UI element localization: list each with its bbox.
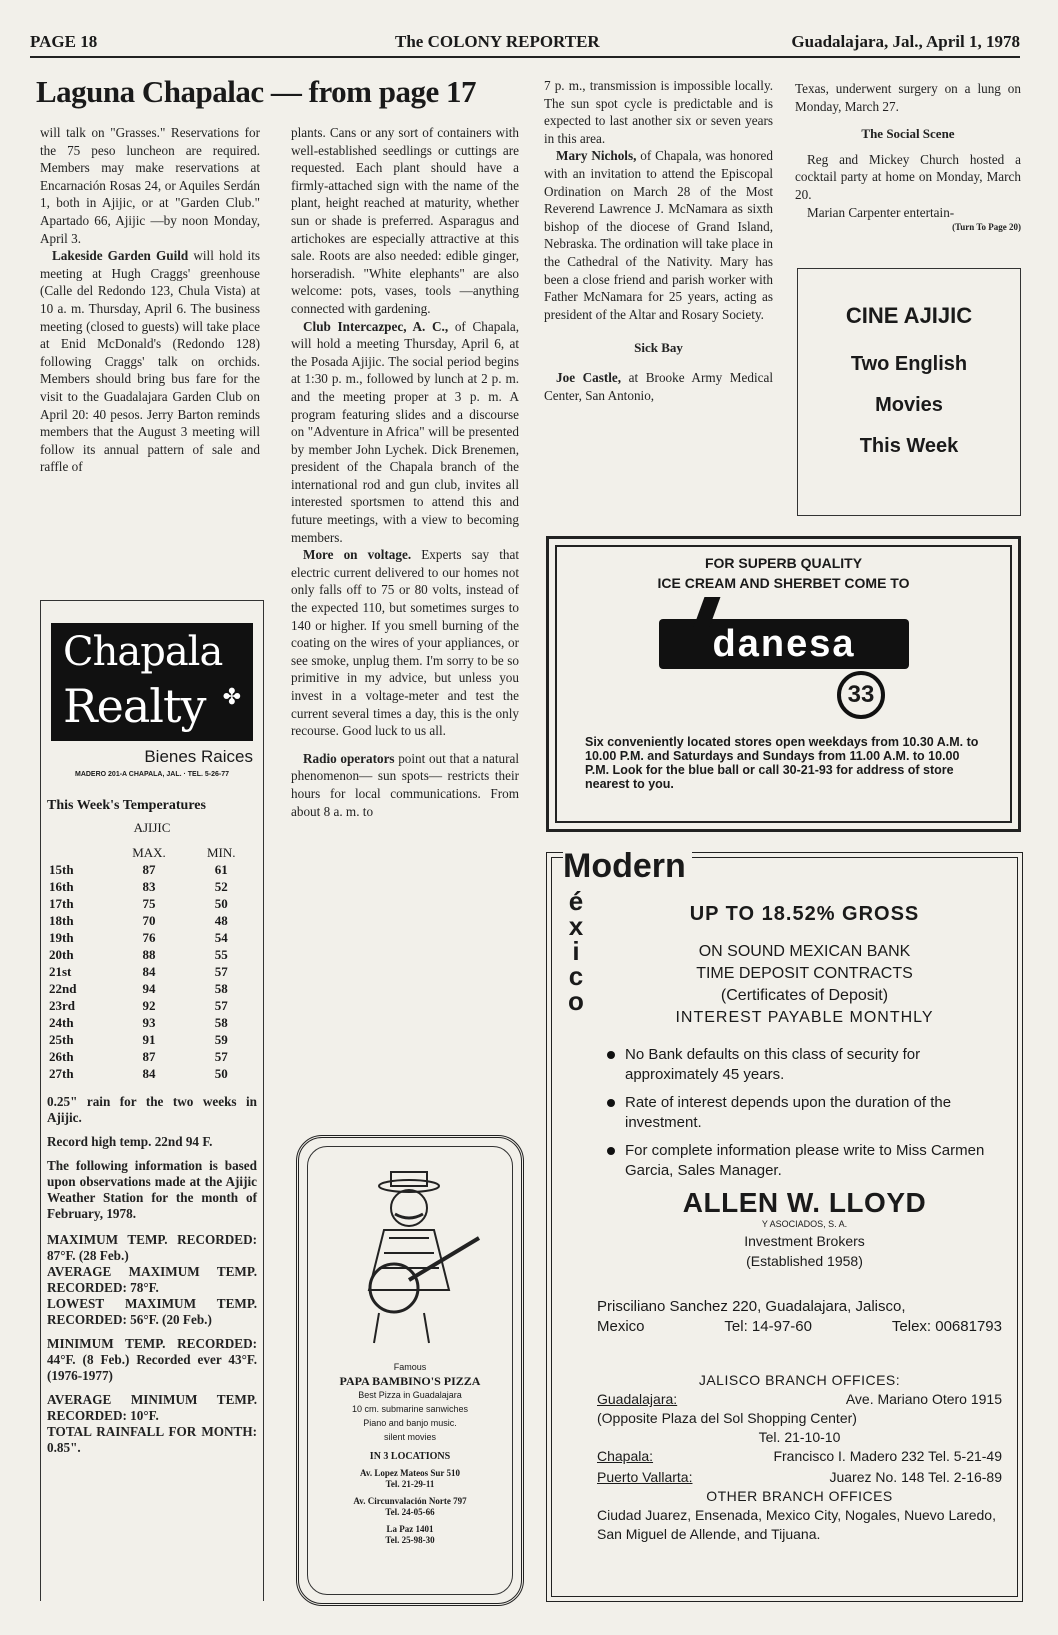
temp-min: 50 bbox=[214, 895, 228, 911]
temp-day: 23rd bbox=[49, 997, 75, 1013]
temp-min: 58 bbox=[214, 980, 228, 996]
lloyd-line: INTEREST PAYABLE MONTHLY bbox=[675, 1009, 934, 1026]
bullet-text: For complete information please write to Miss Carmen Garcia, Sales Manager. bbox=[625, 1142, 985, 1179]
headline: Laguna Chapalac — from page 17 bbox=[36, 74, 476, 109]
realty-name-2: Realty bbox=[63, 679, 206, 733]
bullet-text: No Bank defaults on this class of security for approximately 45 years. bbox=[625, 1046, 921, 1083]
pizza-address: La Paz 1401 bbox=[386, 1524, 434, 1534]
paragraph: at Brooke Army Medical Center, San Antonio, bbox=[544, 369, 773, 403]
branch-address: Ave. Mariano Otero 1915 bbox=[845, 1391, 1002, 1407]
temp-day: 25th bbox=[49, 1031, 74, 1047]
temp-row bbox=[45, 878, 255, 895]
temp-min: 59 bbox=[214, 1031, 228, 1047]
temp-max: 84 bbox=[142, 963, 156, 979]
lead: Mary Nichols, bbox=[556, 148, 637, 164]
branch-city: Guadalajara: bbox=[597, 1391, 678, 1407]
pizza-address: Av. Circunvalación Norte 797 bbox=[353, 1496, 467, 1506]
mexico-wordmark bbox=[561, 886, 591, 1016]
weather-box bbox=[40, 600, 264, 1601]
branch-tel: Tel. 21-10-10 bbox=[758, 1429, 841, 1445]
temp-row bbox=[45, 1065, 255, 1082]
lloyd-ad bbox=[546, 847, 1023, 1602]
record-note: Record high temp. 22nd 94 F. bbox=[47, 1134, 213, 1149]
danesa-number: 33 bbox=[837, 671, 885, 719]
temp-min: 58 bbox=[214, 1014, 228, 1030]
temp-row bbox=[45, 963, 255, 980]
paragraph: 7 p. m., transmission is impossible locally. The sun spot cycle is predictable and is expected to last another six or seven years in this area. bbox=[544, 78, 773, 146]
temp-row bbox=[45, 980, 255, 997]
modern-wordmark: Modern bbox=[563, 847, 692, 886]
bullet-icon bbox=[607, 1099, 615, 1107]
temp-day: 21st bbox=[49, 963, 72, 979]
mexico-letter: c bbox=[568, 961, 584, 991]
rate-heading: UP TO 18.52% GROSS bbox=[689, 903, 920, 925]
max-header: MAX. bbox=[132, 844, 166, 860]
pizza-tel: Tel. 21-29-11 bbox=[385, 1479, 435, 1489]
cine-line: This Week bbox=[859, 435, 959, 457]
temp-row bbox=[45, 929, 255, 946]
temp-max: 91 bbox=[142, 1031, 156, 1047]
temp-min: 57 bbox=[214, 997, 228, 1013]
paragraph: Reg and Mickey Church hosted a cocktail party at home on Monday, March 20. bbox=[795, 151, 1021, 202]
temps-title: This Week's Temperatures bbox=[47, 798, 206, 813]
weather-notes bbox=[47, 1094, 257, 1456]
temp-min: 52 bbox=[214, 878, 228, 894]
paragraph: Marian Carpenter entertain- bbox=[807, 204, 955, 220]
lloyd-line: (Certificates of Deposit) bbox=[720, 987, 889, 1004]
realty-tagline: Bienes Raices bbox=[144, 747, 253, 766]
paragraph: of Chapala, will hold a meeting Thursday, April 6, at the Posada Ajijic. The social period begins at 1:30 p. m., followed by lunch at 2 p. m. and the meeting proper at 3 p. m. A program featuring slides and a discourse on "Adventure in Africa" will be presented by member John Lychek. Dick Brenemen, president of the Chapala branch of the international rod and gun club, invites all interested sportsmen to attend this and future meetings, with a view to becoming members. bbox=[291, 318, 520, 545]
paper-title: The COLONY REPORTER bbox=[395, 32, 600, 51]
banjo-player-icon bbox=[339, 1168, 489, 1348]
branch-heading: JALISCO BRANCH OFFICES: bbox=[698, 1372, 901, 1388]
temps-table bbox=[45, 844, 255, 1082]
cine-line: Movies bbox=[875, 394, 943, 416]
temp-max: 70 bbox=[142, 912, 156, 928]
jump-line: (Turn To Page 20) bbox=[952, 222, 1021, 233]
cine-line: Two English bbox=[850, 353, 968, 375]
temp-max: 87 bbox=[142, 861, 156, 877]
firm-telex: Telex: 00681793 bbox=[891, 1318, 1002, 1335]
lead: More on voltage. bbox=[303, 547, 412, 563]
temp-row bbox=[45, 895, 255, 912]
stat-avg-min: AVERAGE MINIMUM TEMP. RECORDED: 10°F. bbox=[47, 1392, 257, 1423]
min-header: MIN. bbox=[206, 844, 236, 860]
temp-day: 27th bbox=[49, 1065, 74, 1081]
branch-address: (Opposite Plaza del Sol Shopping Center) bbox=[597, 1410, 857, 1426]
pizza-desc: silent movies bbox=[383, 1432, 437, 1442]
paragraph: plants. Cans or any sort of containers with well-established seedlings or cuttings are requested. Each plant should have a firmly-attached sign with the name of the plant, height reached at maturity, whether sun or shade is preferred. Asparagus and artichokes are especially attractive at this sale. Roots are also needed: edible ginger, horseradish. "White elephants" are also welcome: pots, vases, tools —anything connected with gardening. bbox=[291, 125, 519, 316]
masthead bbox=[30, 28, 1020, 58]
temp-day: 18th bbox=[49, 912, 74, 928]
temp-max: 94 bbox=[142, 980, 156, 996]
page-number: PAGE 18 bbox=[30, 32, 98, 51]
realty-logo bbox=[51, 623, 253, 741]
stat-rain: TOTAL RAINFALL FOR MONTH: 0.85". bbox=[47, 1424, 257, 1455]
bullet-text: Rate of interest depends upon the duration of the investment. bbox=[625, 1094, 952, 1131]
pizza-address: Av. Lopez Mateos Sur 510 bbox=[360, 1468, 460, 1478]
temp-row bbox=[45, 997, 255, 1014]
stat-min: MINIMUM TEMP. RECORDED: 44°F. (8 Feb.) Recorded ever 43°F. (1976-1977) bbox=[47, 1336, 257, 1383]
temp-row bbox=[45, 1014, 255, 1031]
paragraph: Texas, underwent surgery on a lung on Monday, March 27. bbox=[795, 81, 1021, 114]
pizza-locations: IN 3 LOCATIONS bbox=[369, 1451, 451, 1462]
pizza-ad bbox=[296, 1135, 524, 1606]
lead: Lakeside Garden Guild bbox=[52, 248, 189, 264]
mexico-letter: é bbox=[568, 886, 584, 916]
column-1 bbox=[40, 124, 260, 476]
stat-low-max: LOWEST MAXIMUM TEMP. RECORDED: 56°F. (20 Feb.) bbox=[47, 1296, 257, 1327]
temps-place: AJIJIC bbox=[133, 820, 171, 835]
bullet-icon bbox=[607, 1051, 615, 1059]
firm-tel: Tel: 14-97-60 bbox=[724, 1318, 812, 1335]
temp-min: 55 bbox=[214, 946, 228, 962]
stat-avg-max: AVERAGE MAXIMUM TEMP. RECORDED: 78°F. bbox=[47, 1264, 257, 1295]
danesa-top1: FOR SUPERB QUALITY bbox=[704, 555, 863, 571]
paragraph: will talk on "Grasses." Reservations for the 75 peso luncheon are required. Members may make reservations at Encarnación Rosas 24, or Aquiles Serdán 1, both in Ajijic, or at "Garden Club." Apartado 66, Ajijic —by noon Monday, April 3. bbox=[40, 125, 260, 246]
pizza-desc: 10 cm. submarine sanwiches bbox=[351, 1404, 469, 1414]
temp-max: 92 bbox=[142, 997, 156, 1013]
temp-min: 54 bbox=[214, 929, 228, 945]
temp-row bbox=[45, 1048, 255, 1065]
temp-min: 61 bbox=[214, 861, 228, 877]
lead: Club Intercazpec, A. C., bbox=[303, 318, 449, 334]
rain-note: 0.25" rain for the two weeks in Ajijic. bbox=[47, 1094, 257, 1125]
danesa-ad bbox=[546, 536, 1021, 832]
danesa-brand: danesa bbox=[712, 623, 856, 665]
other-branches-heading: OTHER BRANCH OFFICES bbox=[706, 1488, 893, 1504]
temp-max: 93 bbox=[142, 1014, 156, 1030]
temp-max: 76 bbox=[142, 929, 156, 945]
pizza-desc: Piano and banjo music. bbox=[363, 1418, 457, 1428]
firm-est: (Established 1958) bbox=[746, 1253, 863, 1269]
temp-row bbox=[45, 1031, 255, 1048]
cine-ad bbox=[797, 268, 1021, 516]
clover-icon: ✤ bbox=[222, 685, 241, 710]
bullet-icon bbox=[607, 1147, 615, 1155]
mexico-letter: x bbox=[568, 911, 584, 941]
danesa-top2: ICE CREAM AND SHERBET COME TO bbox=[657, 575, 910, 591]
pizza-name: PAPA BAMBINO'S PIZZA bbox=[339, 1374, 481, 1388]
column-4 bbox=[795, 80, 1021, 237]
lloyd-line: TIME DEPOSIT CONTRACTS bbox=[696, 965, 913, 982]
subhead-sick-bay: Sick Bay bbox=[634, 340, 683, 356]
temp-day: 19th bbox=[49, 929, 74, 945]
firm-sub: Y ASOCIADOS, S. A. bbox=[761, 1219, 848, 1229]
pizza-tel: Tel. 24-05-66 bbox=[385, 1507, 435, 1517]
realty-address: MADERO 201-A CHAPALA, JAL. · TEL. 5-26-77 bbox=[74, 771, 230, 778]
pizza-tel: Tel. 25-98-30 bbox=[385, 1535, 435, 1545]
temp-day: 26th bbox=[49, 1048, 74, 1064]
temp-row bbox=[45, 912, 255, 929]
temp-min: 50 bbox=[214, 1065, 228, 1081]
column-2 bbox=[291, 124, 519, 820]
temp-max: 84 bbox=[142, 1065, 156, 1081]
paragraph: Experts say that electric current delivered to our homes not only falls off to 75 or 80 volts, instead of the expected 110, but sometimes surges to 140 or higher. If you smell burning of the coating on the wires of your appliances, or see smoke, unplug them. I'm sorry to be so primitive in my advice, but unless you invest in a voltage-meter and test the current several times a day, this is the only recourse. Good luck to us all. bbox=[291, 547, 519, 739]
realty-name-1: Chapala bbox=[63, 629, 223, 675]
branch-city: Puerto Vallarta: bbox=[597, 1469, 693, 1485]
temp-min: 57 bbox=[214, 963, 228, 979]
column-3 bbox=[544, 77, 773, 404]
mexico-letter: i bbox=[572, 936, 580, 966]
pizza-famous: Famous bbox=[393, 1362, 427, 1372]
temp-min: 57 bbox=[214, 1048, 228, 1064]
lead: Joe Castle, bbox=[556, 369, 622, 385]
temp-day: 16th bbox=[49, 878, 74, 894]
temp-max: 87 bbox=[142, 1048, 156, 1064]
branch-city: Chapala: bbox=[597, 1448, 654, 1464]
info-note: The following information is based upon observations made at the Ajijic Weather Station for the month of February, 1978. bbox=[47, 1158, 257, 1221]
temp-min: 48 bbox=[214, 912, 228, 928]
temp-day: 24th bbox=[49, 1014, 74, 1030]
firm-name: ALLEN W. LLOYD bbox=[682, 1187, 927, 1218]
branch-address: Juarez No. 148 Tel. 2-16-89 bbox=[829, 1469, 1002, 1485]
firm-type: Investment Brokers bbox=[744, 1233, 865, 1249]
danesa-body: Six conveniently located stores open weekdays from 10.30 A.M. to 10.00 P.M. and Saturdays and Sundays from 11.00 A.M. to 10.00 P.M. Look for the blue ball or call 30-21-93 for address of store nearest to you. bbox=[585, 735, 979, 791]
temp-row bbox=[45, 861, 255, 878]
lead: Radio operators bbox=[303, 750, 395, 766]
temp-row bbox=[45, 946, 255, 963]
paragraph: of Chapala, was honored with an invitation to attend the Episcopal Ordination on March 28 of the Most Reverend Lawrence J. McNamara as sixth bishop of the diocese of Grand Island, Nebraska. The ordination will take place in the Cathedral of the Nativity. Mary has been a close friend and parish worker with Father McNamara for 25 years, acting as president of the Altar and Rosary Society. bbox=[544, 148, 773, 322]
paragraph: point out that a natural phenomenon— sun spots— restricts their hours for local communications. From about 8 a. m. to bbox=[291, 750, 519, 819]
mexico-letter: o bbox=[568, 986, 584, 1016]
firm-address: Prisciliano Sanchez 220, Guadalajara, Jalisco, bbox=[597, 1298, 906, 1315]
temp-max: 75 bbox=[142, 895, 156, 911]
subhead-social-scene: The Social Scene bbox=[861, 126, 955, 142]
pizza-desc: Best Pizza in Guadalajara bbox=[358, 1390, 462, 1400]
temp-day: 20th bbox=[49, 946, 74, 962]
lloyd-line: ON SOUND MEXICAN BANK bbox=[698, 943, 911, 960]
stat-max: MAXIMUM TEMP. RECORDED: 87°F. (28 Feb.) bbox=[47, 1232, 257, 1263]
temp-day: 22nd bbox=[49, 980, 77, 996]
cine-title: CINE AJIJIC bbox=[845, 303, 973, 328]
firm-country: Mexico bbox=[597, 1318, 645, 1335]
branch-address: Francisco I. Madero 232 Tel. 5-21-49 bbox=[773, 1448, 1002, 1464]
dateline: Guadalajara, Jal., April 1, 1978 bbox=[791, 32, 1020, 51]
temp-day: 17th bbox=[49, 895, 74, 911]
temp-max: 83 bbox=[142, 878, 156, 894]
paragraph: will hold its meeting at Hugh Craggs' greenhouse (Calle del Redondo 123, Chula Vista) at 10 a. m. Thursday, April 6. The business meeting (closed to guests) will take place at Enid McDonald's (Redondo 128) following Craggs' talk on orchids. Members should bring bus fare for the visit to the Guadalajara Garden Club on April 20: 40 pesos. Jerry Barton reminds members that the August 3 meeting will follow its annual pattern of sale and raffle of bbox=[40, 248, 261, 475]
temp-day: 15th bbox=[49, 861, 74, 877]
other-branches-list: Ciudad Juarez, Ensenada, Mexico City, Nogales, Nuevo Laredo, San Miguel de Allende, and Tijuana. bbox=[597, 1507, 996, 1542]
temp-max: 88 bbox=[142, 946, 156, 962]
